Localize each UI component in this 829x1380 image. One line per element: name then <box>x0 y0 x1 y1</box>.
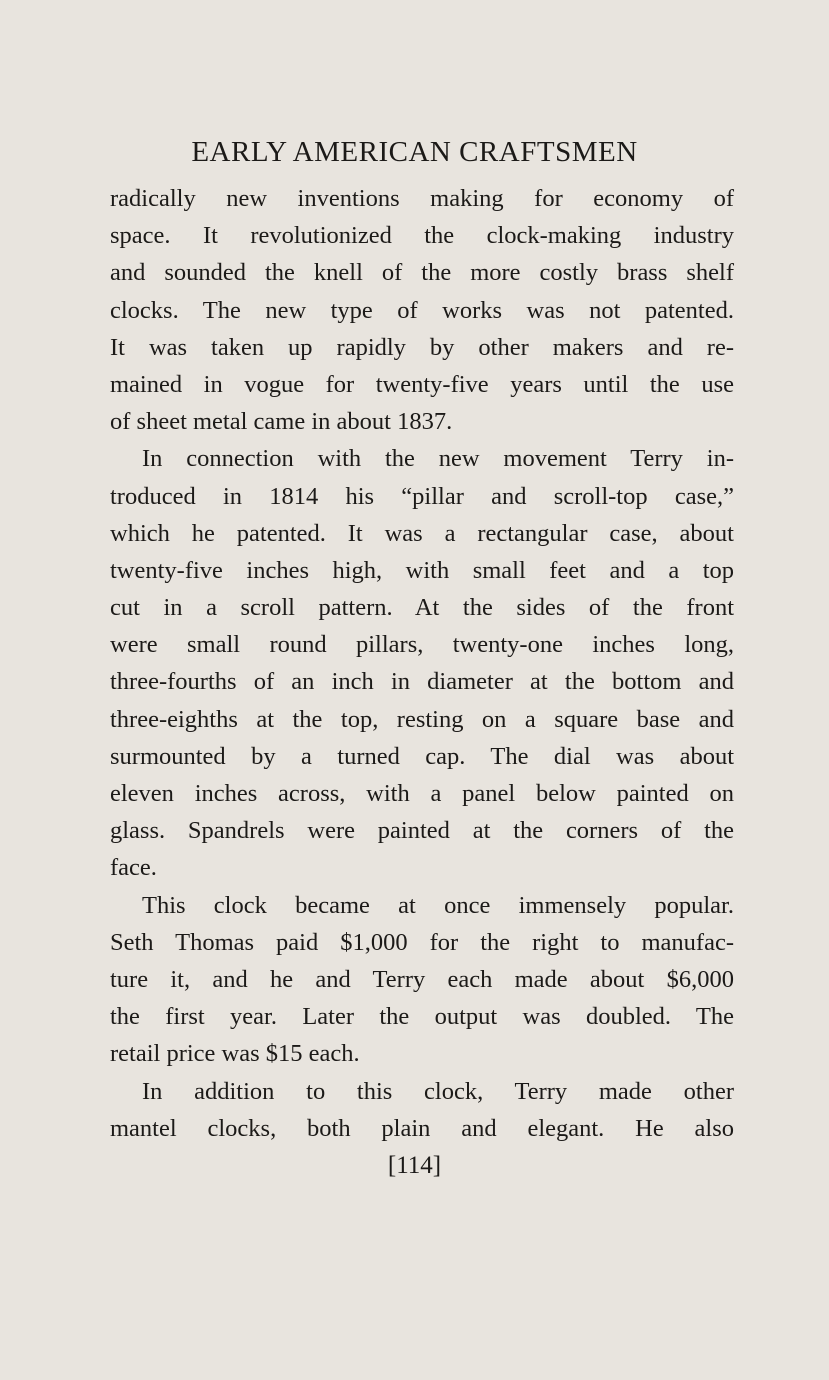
text-line: face. <box>110 854 157 882</box>
text-line: surmounted by a turned cap. The dial was about <box>110 742 734 770</box>
text-line: twenty-five inches high, with small feet and a top <box>110 556 734 584</box>
text-line: three-eighths at the top, resting on a square base and <box>110 705 734 733</box>
text-line: three-fourths of an inch in diameter at the bottom and <box>110 668 734 696</box>
text-line: ture it, and he and Terry each made about $6,000 <box>110 965 734 993</box>
text-line: and sounded the knell of the more costly brass shelf <box>110 259 734 287</box>
text-line: were small round pillars, twenty-one inches long, <box>110 631 734 659</box>
text-line: In addition to this clock, Terry made other <box>142 1077 734 1105</box>
text-line: radically new inventions making for economy of <box>110 185 734 212</box>
page-number: [114] <box>387 1152 442 1179</box>
text-line: retail price was $15 each. <box>110 1040 360 1068</box>
text-line: of sheet metal came in about 1837. <box>110 408 453 436</box>
text-line: This clock became at once immensely popular. <box>142 891 734 919</box>
text-line: eleven inches across, with a panel below painted on <box>110 780 734 807</box>
text-line: It was taken up rapidly by other makers and re- <box>110 333 734 361</box>
text-line: troduced in 1814 his “pillar and scroll-top case,” <box>110 482 734 510</box>
text-line: space. It revolutionized the clock-making industry <box>110 222 734 250</box>
text-line: clocks. The new type of works was not patented. <box>110 296 734 324</box>
body-text <box>110 180 734 1147</box>
text-line: glass. Spandrels were painted at the corners of the <box>110 817 734 845</box>
text-line: cut in a scroll pattern. At the sides of the front <box>110 594 734 622</box>
running-head: EARLY AMERICAN CRAFTSMEN <box>191 136 638 168</box>
text-line: Seth Thomas paid $1,000 for the right to manufac- <box>110 928 734 956</box>
text-line: which he patented. It was a rectangular case, about <box>110 519 734 547</box>
text-line: In connection with the new movement Terry in- <box>142 445 734 473</box>
text-line: the first year. Later the output was doubled. The <box>110 1003 734 1031</box>
text-line: mained in vogue for twenty-five years until the use <box>110 370 734 398</box>
text-line: mantel clocks, both plain and elegant. He also <box>110 1114 734 1142</box>
